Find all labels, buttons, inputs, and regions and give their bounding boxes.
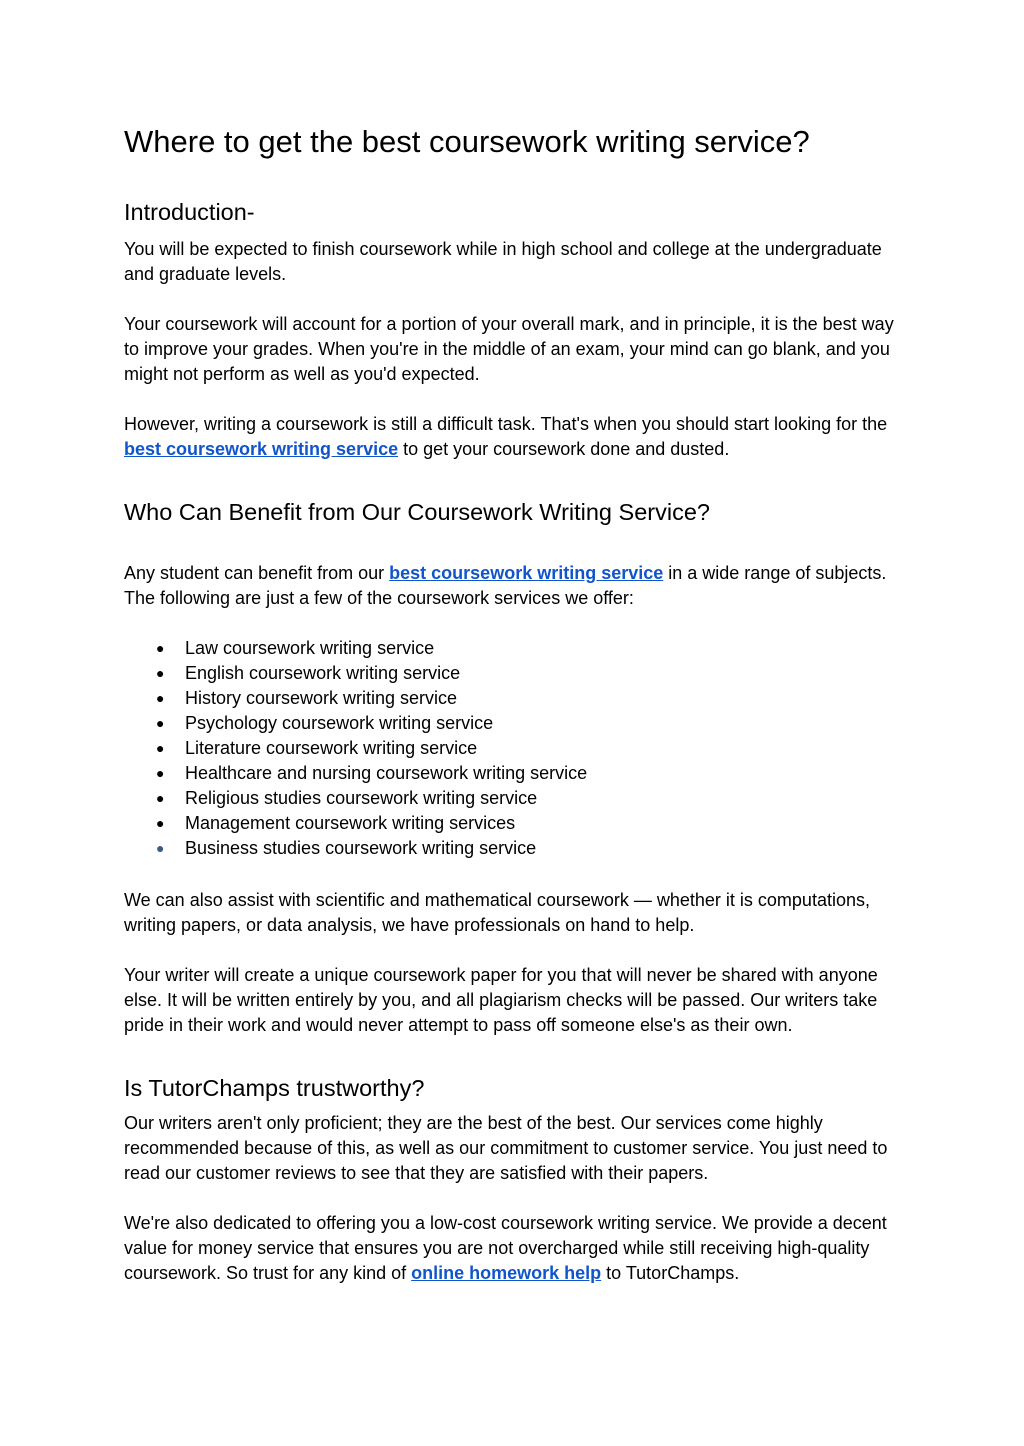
bullet-icon: ● xyxy=(156,765,165,781)
list-item xyxy=(124,711,904,736)
trust-heading: Is TutorChamps trustworthy? xyxy=(124,1075,425,1101)
list-item xyxy=(124,761,904,786)
benefit-paragraph-1-text-b: in a wide range of subjects. The following are just a few of the coursework services we offer: xyxy=(124,563,887,608)
benefit-paragraph-1-text-a: Any student can benefit from our xyxy=(124,563,390,583)
best-coursework-link-1[interactable]: best coursework writing service xyxy=(124,439,399,459)
list-item-label: History coursework writing service xyxy=(185,688,458,708)
list-item xyxy=(124,661,904,686)
intro-paragraph-3-text-a: However, writing a coursework is still a difficult task. That's when you should start looking for the xyxy=(124,414,888,434)
bullet-icon: ● xyxy=(156,715,165,731)
benefit-paragraph-2: We can also assist with scientific and mathematical coursework — whether it is computations, writing papers, or data analysis, we have professionals on hand to help. xyxy=(124,890,870,935)
list-item-label: Business studies coursework writing service xyxy=(185,838,537,858)
list-item-label: English coursework writing service xyxy=(185,663,461,683)
benefit-paragraph-1 xyxy=(124,561,904,611)
trust-paragraph-2-text-b: to TutorChamps. xyxy=(601,1263,740,1283)
intro-paragraph-1: You will be expected to finish coursework while in high school and college at the undergraduate and graduate levels. xyxy=(124,239,882,284)
bullet-icon: ● xyxy=(156,690,165,706)
bullet-icon: ● xyxy=(156,840,165,856)
trust-paragraph-2 xyxy=(124,1211,904,1286)
online-homework-help-link[interactable]: online homework help xyxy=(411,1263,602,1283)
list-item xyxy=(124,686,904,711)
intro-heading: Introduction- xyxy=(124,199,255,225)
bullet-icon: ● xyxy=(156,740,165,756)
list-item-label: Religious studies coursework writing service xyxy=(185,788,538,808)
intro-paragraph-3 xyxy=(124,412,904,462)
list-item-label: Psychology coursework writing service xyxy=(185,713,494,733)
services-list xyxy=(124,636,904,861)
list-item xyxy=(124,786,904,811)
list-item-label: Law coursework writing service xyxy=(185,638,435,658)
list-item-label: Literature coursework writing service xyxy=(185,738,478,758)
trust-paragraph-2-text-a: We're also dedicated to offering you a low-cost coursework writing service. We provide a decent value for money service that ensures you are not overcharged while still receiving high-quality coursework. So trust for any kind of xyxy=(124,1213,887,1283)
list-item xyxy=(124,811,904,836)
bullet-icon: ● xyxy=(156,790,165,806)
benefit-paragraph-3: Your writer will create a unique coursework paper for you that will never be shared with anyone else. It will be written entirely by you, and all plagiarism checks will be passed. Our writers take pride in their work and would never attempt to pass off someone else's as their own. xyxy=(124,965,878,1035)
page-title: Where to get the best coursework writing service? xyxy=(124,124,810,159)
bullet-icon: ● xyxy=(156,640,165,656)
list-item xyxy=(124,736,904,761)
bullet-icon: ● xyxy=(156,665,165,681)
best-coursework-link-2[interactable]: best coursework writing service xyxy=(389,563,664,583)
intro-paragraph-3-text-b: to get your coursework done and dusted. xyxy=(398,439,730,459)
list-item-label: Healthcare and nursing coursework writing service xyxy=(185,763,588,783)
list-item xyxy=(124,636,904,661)
bullet-icon: ● xyxy=(156,815,165,831)
intro-paragraph-2: Your coursework will account for a portion of your overall mark, and in principle, it is the best way to improve your grades. When you're in the middle of an exam, your mind can go blank, and you might not perform as well as you'd expected. xyxy=(124,314,894,384)
list-item xyxy=(124,836,904,861)
trust-paragraph-1: Our writers aren't only proficient; they are the best of the best. Our services come highly recommended because of this, as well as our commitment to customer service. You just need to read our customer reviews to see that they are satisfied with their papers. xyxy=(124,1113,888,1183)
list-item-label: Management coursework writing services xyxy=(185,813,516,833)
benefit-heading: Who Can Benefit from Our Coursework Writing Service? xyxy=(124,499,710,525)
